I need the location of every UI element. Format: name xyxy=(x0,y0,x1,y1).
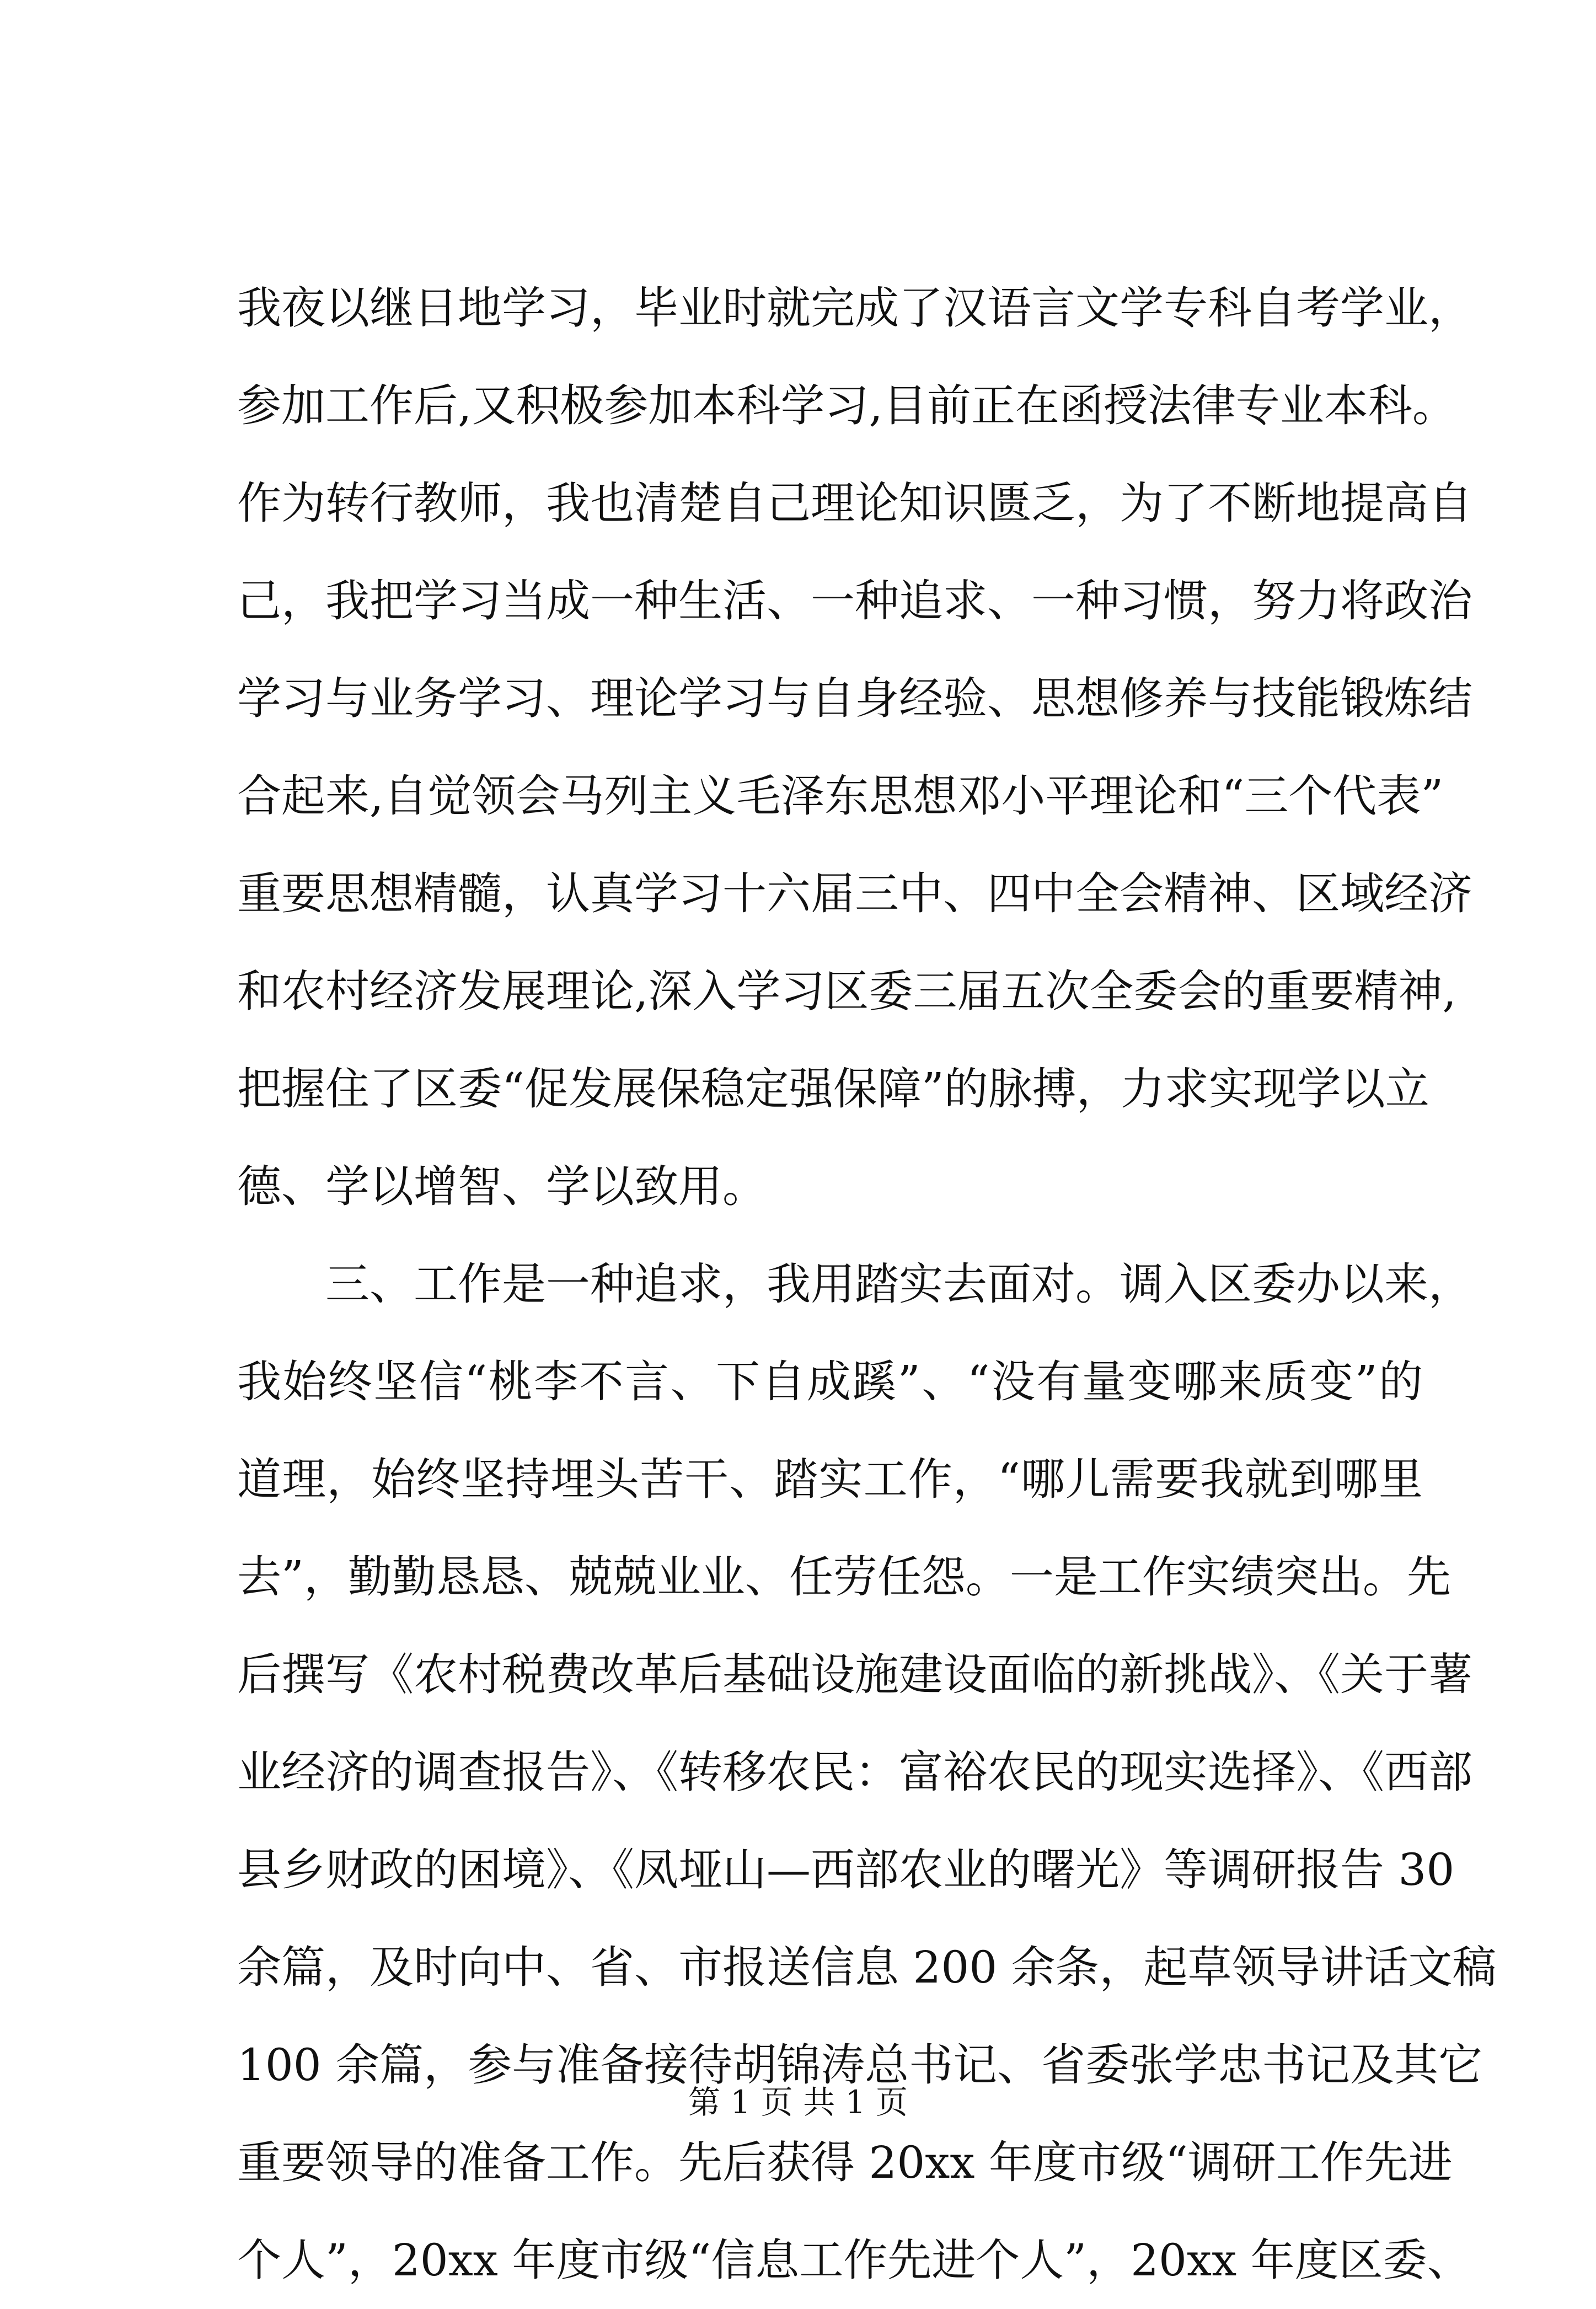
text-line: 和农村经济发展理论,深入学习区委三届五次全委会的重要精神, xyxy=(237,966,1456,1017)
page-number-footer: 第 1 页 共 1 页 xyxy=(688,2083,908,2121)
text-line: 道理，始终坚持埋头苦干、踏实工作，“哪儿需要我就到哪里 xyxy=(237,1454,1423,1505)
document-body xyxy=(237,259,1497,2309)
text-line: 后撰写《农村税费改革后基础设施建设面临的新挑战》、《关于薯 xyxy=(237,1649,1472,1700)
text-line: 去”，勤勤恳恳、兢兢业业、任劳任怨。一是工作实绩突出。先 xyxy=(237,1551,1451,1603)
text-line: 重要思想精髓，认真学习十六届三中、四中全会精神、区域经济 xyxy=(237,868,1472,919)
text-line: 业经济的调查报告》、《转移农民：富裕农民的现实选择》、《西部 xyxy=(237,1747,1472,1798)
text-line: 己，我把学习当成一种生活、一种追求、一种习惯，努力将政治 xyxy=(237,575,1472,626)
text-line: 把握住了区委“促发展保稳定强保障”的脉搏，力求实现学以立 xyxy=(237,1063,1429,1115)
text-line: 我夜以继日地学习，毕业时就完成了汉语言文学专科自考学业， xyxy=(237,282,1472,334)
text-line: 学习与业务学习、理论学习与自身经验、思想修养与技能锻炼结 xyxy=(237,673,1472,724)
paragraph-start-line: 三、工作是一种追求，我用踏实去面对。调入区委办以来， xyxy=(325,1258,1472,1310)
text-line: 个人”，20xx 年度市级“信息工作先进个人”，20xx 年度区委、 xyxy=(237,2235,1471,2286)
text-line: 余篇，及时向中、省、市报送信息 200 余条，起草领导讲话文稿 xyxy=(237,1942,1497,1993)
text-line: 县乡财政的困境》、《凤垭山—西部农业的曙光》等调研报告 30 xyxy=(237,1844,1455,1895)
text-line: 参加工作后,又积极参加本科学习,目前正在函授法律专业本科。 xyxy=(237,380,1456,431)
text-line: 重要领导的准备工作。先后获得 20xx 年度市级“调研工作先进 xyxy=(237,2137,1453,2188)
text-line: 作为转行教师，我也清楚自己理论知识匮乏，为了不断地提高自 xyxy=(237,478,1472,529)
text-line: 100 余篇，参与准备接待胡锦涛总书记、省委张学忠书记及其它 xyxy=(237,2039,1483,2091)
text-line: 我始终坚信“桃李不言、下自成蹊”、“没有量变哪来质变”的 xyxy=(237,1356,1423,1407)
paragraph-end-line: 德、学以增智、学以致用。 xyxy=(237,1161,767,1212)
text-line: 合起来,自觉领会马列主义毛泽东思想邓小平理论和“三个代表” xyxy=(237,770,1444,822)
